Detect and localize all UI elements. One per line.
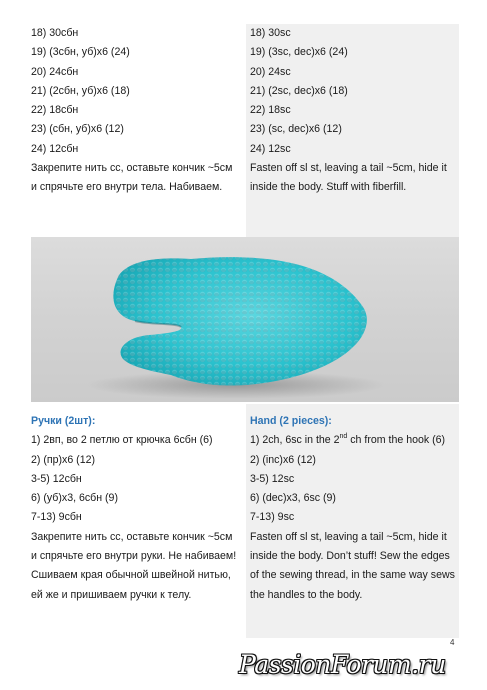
row1-text: 1) 2ch, 6sc in the 2: [250, 434, 340, 447]
watermark: PassionForum.ru: [239, 650, 446, 679]
hand-en-column: [246, 404, 459, 638]
finish-instructions: Закрепите нить сс, оставьте кончик ~5см и спрячьте его внутри руки. Не набиваем! Сшиваем края обычной швейной нитью, ей же и пришиваем ручки к телу.: [31, 530, 237, 601]
pattern-row: 23) (sc, dec)x6 (12): [250, 123, 342, 136]
pattern-row: 3-5) 12сбн: [31, 472, 82, 485]
pattern-row: 18) 30sc: [250, 27, 291, 39]
ordinal-suffix: nd: [339, 433, 348, 441]
pattern-row: 19) (3sc, dec)x6 (24): [250, 46, 348, 59]
pattern-row: 21) (2сбн, уб)х6 (18): [31, 84, 130, 97]
hand-ru-column: [31, 404, 240, 638]
crochet-body-photo: [31, 237, 459, 402]
pattern-row: 24) 12сбн: [31, 142, 79, 155]
top-left-column: [31, 24, 240, 256]
pattern-row: 1) 2вп, во 2 петлю от крючка 6сбн (6): [31, 434, 213, 447]
pattern-row: 7-13) 9сбн: [31, 511, 82, 524]
top-right-column: [246, 24, 459, 256]
finish-instructions: Fasten off sl st, leaving a tail ~5cm, hide it inside the body. Don’t stuff! Sew the edges of the sewing thread, in the same way sews the handles to the body.: [250, 530, 455, 601]
pattern-row: 2) (пр)х6 (12): [31, 453, 96, 466]
pattern-row: 6) (dec)x3, 6sc (9): [250, 492, 336, 505]
pattern-row: 20) 24sc: [250, 65, 291, 78]
pattern-row: 24) 12sc: [250, 142, 291, 155]
crochet-body-illustration: [31, 237, 459, 402]
pattern-row: 18) 30сбн: [31, 27, 79, 39]
pattern-row: 21) (2sc, dec)x6 (18): [250, 84, 348, 97]
finish-instructions: Закрепите нить сс, оставьте кончик ~5см и спрячьте его внутри тела. Набиваем.: [31, 162, 233, 194]
pattern-row: 19) (3сбн, уб)х6 (24): [31, 46, 130, 59]
pattern-row: 7-13) 9sc: [250, 511, 295, 524]
pattern-row: 22) 18сбн: [31, 104, 79, 117]
pattern-row: 6) (уб)х3, 6сбн (9): [31, 492, 118, 505]
section-heading: Hand (2 pieces):: [250, 415, 332, 427]
pattern-row: 20) 24сбн: [31, 65, 79, 78]
row1-text-end: ch from the hook (6): [347, 434, 446, 447]
page-number: 4: [450, 638, 455, 647]
pattern-row: [250, 431, 459, 450]
pattern-row: 22) 18sc: [250, 104, 291, 117]
pattern-row: 2) (inc)x6 (12): [250, 453, 316, 466]
section-heading: Ручки (2шт):: [31, 415, 96, 427]
pattern-row: 23) (сбн, уб)х6 (12): [31, 123, 124, 136]
pattern-row: 3-5) 12sc: [250, 472, 295, 485]
finish-instructions: Fasten off sl st, leaving a tail ~5cm, hide it inside the body. Stuff with fiberfill.: [250, 162, 447, 194]
